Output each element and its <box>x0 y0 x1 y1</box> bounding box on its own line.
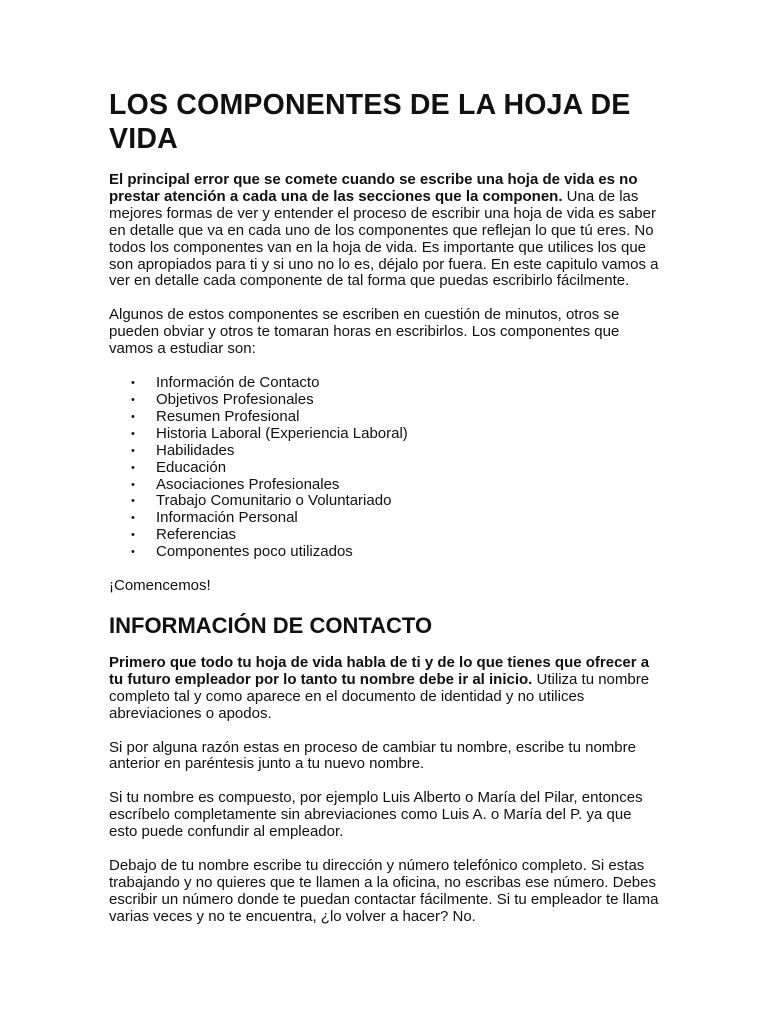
list-item: • Habilidades <box>109 443 659 460</box>
components-intro-paragraph: Algunos de estos componentes se escriben en cuestión de minutos, otros se pueden obviar y otros te tomaran horas en escribirlos. Los componentes que vamos a estudiar son: <box>109 306 620 358</box>
contact-paragraph-4: Debajo de tu nombre escribe tu dirección y número telefónico completo. Si estas trabajando y no quieres que te llamen a la oficina, no escribas ese número. Debes escribir un número donde te puedan contactar fácilmente. Si tu empleador te llama varias veces y no te encuentra, ¿lo volver a hacer? No. <box>109 857 659 925</box>
contact-paragraph-1 <box>109 655 659 723</box>
list-item: • Información de Contacto <box>109 375 659 392</box>
list-item: • Referencias <box>109 527 659 544</box>
document-title: LOS COMPONENTES DE LA HOJA DE VIDA <box>109 89 631 155</box>
document-page <box>109 88 659 926</box>
start-text: ¡Comencemos! <box>109 577 211 595</box>
list-item: • Componentes poco utilizados <box>109 544 659 561</box>
intro-paragraph <box>109 172 659 290</box>
components-list <box>109 375 659 561</box>
list-item: • Objetivos Profesionales <box>109 392 659 409</box>
list-item: • Asociaciones Profesionales <box>109 477 659 494</box>
contact-bold-text: Primero que todo tu hoja de vida habla de ti y de lo que tienes que ofrecer a tu futuro empleador por lo tanto tu nombre debe ir al inicio. <box>109 653 650 688</box>
list-item: • Educación <box>109 460 659 477</box>
list-item: • Trabajo Comunitario o Voluntariado <box>109 493 659 510</box>
section-heading-contact: INFORMACIÓN DE CONTACTO <box>109 612 433 638</box>
contact-paragraph-2: Si por alguna razón estas en proceso de cambiar tu nombre, escribe tu nombre anterior en paréntesis junto a tu nuevo nombre. <box>109 738 636 773</box>
contact-paragraph-3: Si tu nombre es compuesto, por ejemplo Luis Alberto o María del Pilar, entonces escríbelo completamente sin abreviaciones como Luis A. o María del P. ya que esto puede confundir al empleador. <box>109 789 643 841</box>
contact-regular-text: Utiliza tu nombre completo tal y como aparece en el documento de identidad y no utilices abreviaciones o apodos. <box>109 670 650 722</box>
intro-bold-text: El principal error que se comete cuando se escribe una hoja de vida es no prestar atención a cada una de las secciones que la componen. <box>109 171 638 205</box>
intro-regular-text: Una de las mejores formas de ver y entender el proceso de escribir una hoja de vida es saber en detalle que va en cada uno de los componentes que reflejan lo que tú eres. No todos los componentes van en la hoja de vida. Es importante que utilices los que son apropiados para ti y si uno no lo es, déjalo por fuera. En este capitulo vamos a ver en detalle cada componente de tal forma que puedas escribirlo fácilmente. <box>109 187 659 290</box>
list-item: • Resumen Profesional <box>109 409 659 426</box>
list-item: • Información Personal <box>109 510 659 527</box>
list-item: • Historia Laboral (Experiencia Laboral) <box>109 426 659 443</box>
